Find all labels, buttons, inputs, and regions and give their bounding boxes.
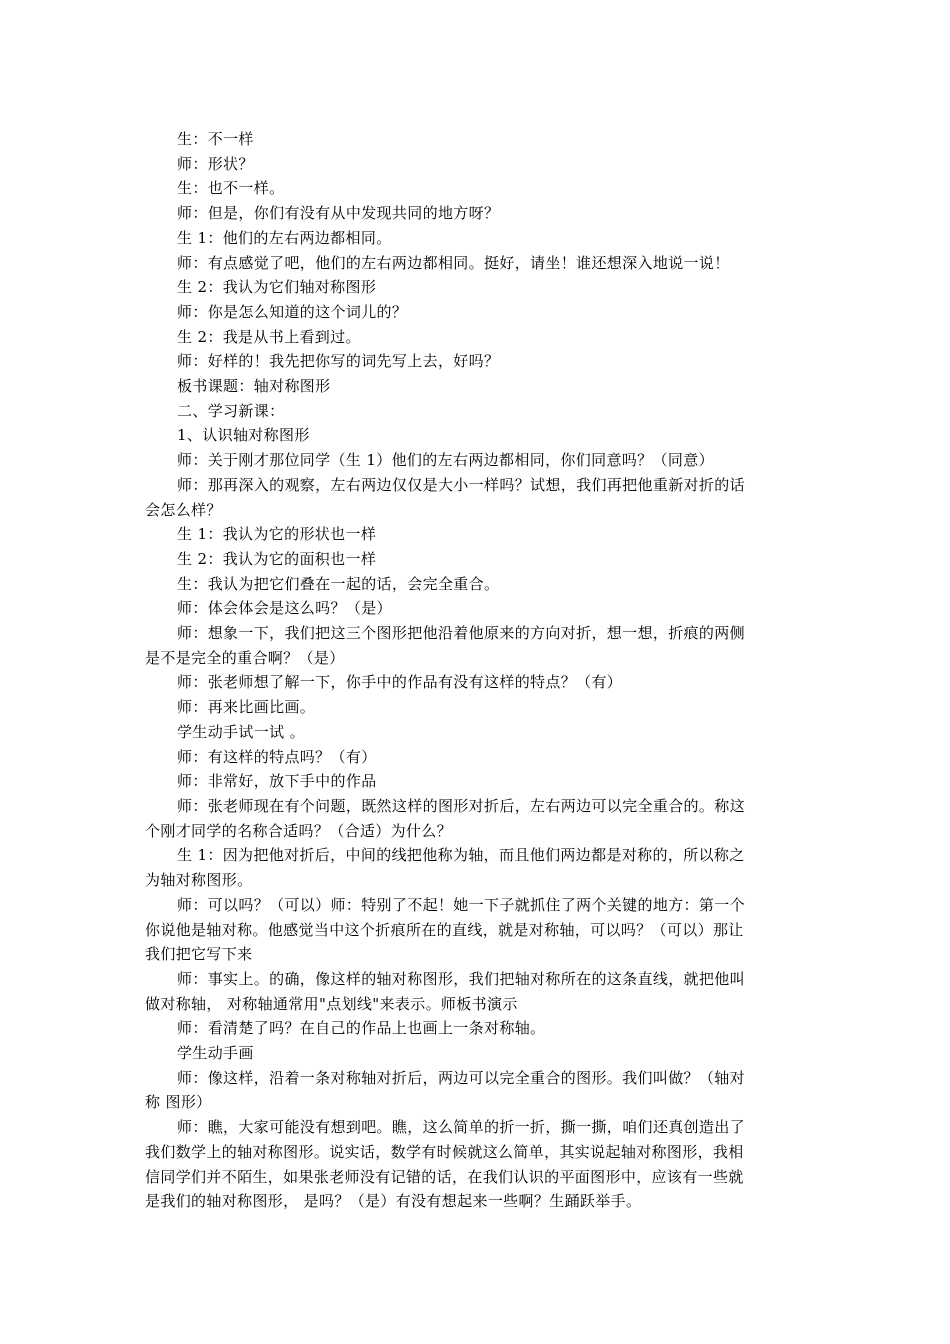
- text-paragraph: [145, 349, 805, 374]
- text-paragraph: [145, 325, 805, 350]
- text-paragraph: [145, 967, 805, 1016]
- text-line: 师：但是，你们有没有从中发现共同的地方呀？: [177, 204, 500, 223]
- text-paragraph: [145, 572, 805, 597]
- text-line: 师：那再深入的观察，左右两边仅仅是大小一样吗？试想，我们再把他重新对折的话: [177, 475, 745, 494]
- text-line: 生：不一样: [177, 130, 254, 148]
- text-line: 生 2：我认为它的面积也一样: [177, 549, 377, 568]
- text-line: 师：再来比画比画。: [177, 698, 316, 717]
- text-line: 师：非常好，放下手中的作品: [177, 772, 377, 791]
- text-line: 1、认识轴对称图形: [177, 426, 310, 445]
- text-paragraph: [145, 300, 805, 325]
- text-paragraph: [145, 794, 805, 843]
- text-paragraph: [145, 745, 805, 770]
- text-paragraph: [145, 473, 805, 522]
- text-paragraph: [145, 448, 805, 473]
- text-paragraph: [145, 127, 805, 152]
- text-paragraph: [145, 522, 805, 547]
- text-paragraph: [145, 1016, 805, 1041]
- text-line: 师：形状？: [177, 154, 254, 173]
- text-paragraph: [145, 399, 805, 424]
- text-line: 生：我认为把它们叠在一起的话，会完全重合。: [177, 574, 500, 593]
- text-paragraph: [145, 596, 805, 621]
- text-paragraph: [145, 201, 805, 226]
- text-paragraph: [145, 769, 805, 794]
- text-line: 师：事实上。的确，像这样的轴对称图形，我们把轴对称所在的这条直线，就把他叫: [177, 969, 745, 988]
- text-line: 师：想象一下，我们把这三个图形把他沿着他原来的方向对折，想一想，折痕的两侧: [177, 624, 745, 643]
- text-paragraph: [145, 843, 805, 892]
- text-line: 信同学们并不陌生，如果张老师没有记错的话，在我们认识的平面图形中，应该有一些就: [145, 1167, 744, 1186]
- text-line: 我们把它写下来: [145, 945, 253, 964]
- text-line: 做对称轴， 对称轴通常用"点划线"来表示。师板书演示: [145, 994, 518, 1013]
- text-line: 学生动手画: [177, 1044, 254, 1063]
- text-paragraph: [145, 251, 805, 276]
- text-line: 师：有这样的特点吗？（有）: [177, 747, 377, 766]
- text-paragraph: [145, 423, 805, 448]
- text-paragraph: [145, 893, 805, 967]
- text-line: 生 1：因为把他对折后，中间的线把他称为轴，而且他们两边都是对称的，所以称之: [177, 846, 745, 865]
- text-line: 板书课题：轴对称图形: [177, 377, 331, 396]
- text-line: 生 1：他们的左右两边都相同。: [177, 228, 392, 247]
- text-paragraph: [145, 1041, 805, 1066]
- text-line: 生 2：我是从书上看到过。: [177, 327, 361, 346]
- text-paragraph: [145, 1115, 805, 1214]
- text-line: 是我们的轴对称图形， 是吗？（是）有没有想起来一些啊？生踊跃举手。: [145, 1192, 642, 1211]
- text-line: 是不是完全的重合啊？（是）: [145, 648, 345, 667]
- text-line: 生 1：我认为它的形状也一样: [177, 525, 377, 544]
- text-paragraph: [145, 275, 805, 300]
- text-line: 学生动手试一试 。: [177, 722, 305, 741]
- text-line: 师：有点感觉了吧，他们的左右两边都相同。挺好，请坐！谁还想深入地说一说！: [177, 253, 730, 272]
- text-line: 师：好样的！我先把你写的词先写上去，好吗？: [177, 352, 500, 371]
- text-paragraph: [145, 374, 805, 399]
- text-line: 师：你是怎么知道的这个词儿的？: [177, 302, 408, 321]
- text-paragraph: [145, 695, 805, 720]
- text-line: 师：像这样，沿着一条对称轴对折后，两边可以完全重合的图形。我们叫做？（轴对: [177, 1068, 745, 1087]
- text-line: 师：看清楚了吗？在自己的作品上也画上一条对称轴。: [177, 1019, 546, 1038]
- text-line: 师：关于刚才那位同学（生 1）他们的左右两边都相同，你们同意吗？（同意）: [177, 451, 714, 470]
- text-paragraph: [145, 621, 805, 670]
- text-paragraph: [145, 720, 805, 745]
- text-paragraph: [145, 152, 805, 177]
- text-line: 称 图形）: [145, 1093, 212, 1112]
- text-line: 师：瞧，大家可能没有想到吧。瞧，这么简单的折一折，撕一撕，咱们还真创造出了: [177, 1118, 745, 1137]
- text-line: 二、学习新课：: [177, 401, 285, 420]
- text-line: 师：张老师想了解一下，你手中的作品有没有这样的特点？（有）: [177, 673, 623, 692]
- text-paragraph: [145, 670, 805, 695]
- text-line: 师：体会体会是这么吗？（是）: [177, 599, 392, 618]
- text-line: 会怎么样？: [145, 500, 222, 519]
- text-line: 你说他是轴对称。他感觉当中这个折痕所在的直线，就是对称轴，可以吗？（可以）那让: [145, 920, 744, 939]
- text-line: 我们数学上的轴对称图形。说实话，数学有时候就这么简单，其实说起轴对称图形，我相: [145, 1142, 744, 1161]
- text-line: 生 2：我认为它们轴对称图形: [177, 278, 377, 297]
- text-paragraph: [145, 1066, 805, 1115]
- text-paragraph: [145, 547, 805, 572]
- document-body: [145, 127, 805, 1214]
- text-paragraph: [145, 226, 805, 251]
- text-line: 生：也不一样。: [177, 179, 285, 198]
- text-line: 师：张老师现在有个问题，既然这样的图形对折后，左右两边可以完全重合的。称这: [177, 796, 745, 815]
- text-line: 师：可以吗？（可以）师：特别了不起！她一下子就抓住了两个关键的地方：第一个: [177, 895, 745, 914]
- text-paragraph: [145, 176, 805, 201]
- text-line: 个刚才同学的名称合适吗？（合适）为什么？: [145, 821, 453, 840]
- text-line: 为轴对称图形。: [145, 871, 253, 890]
